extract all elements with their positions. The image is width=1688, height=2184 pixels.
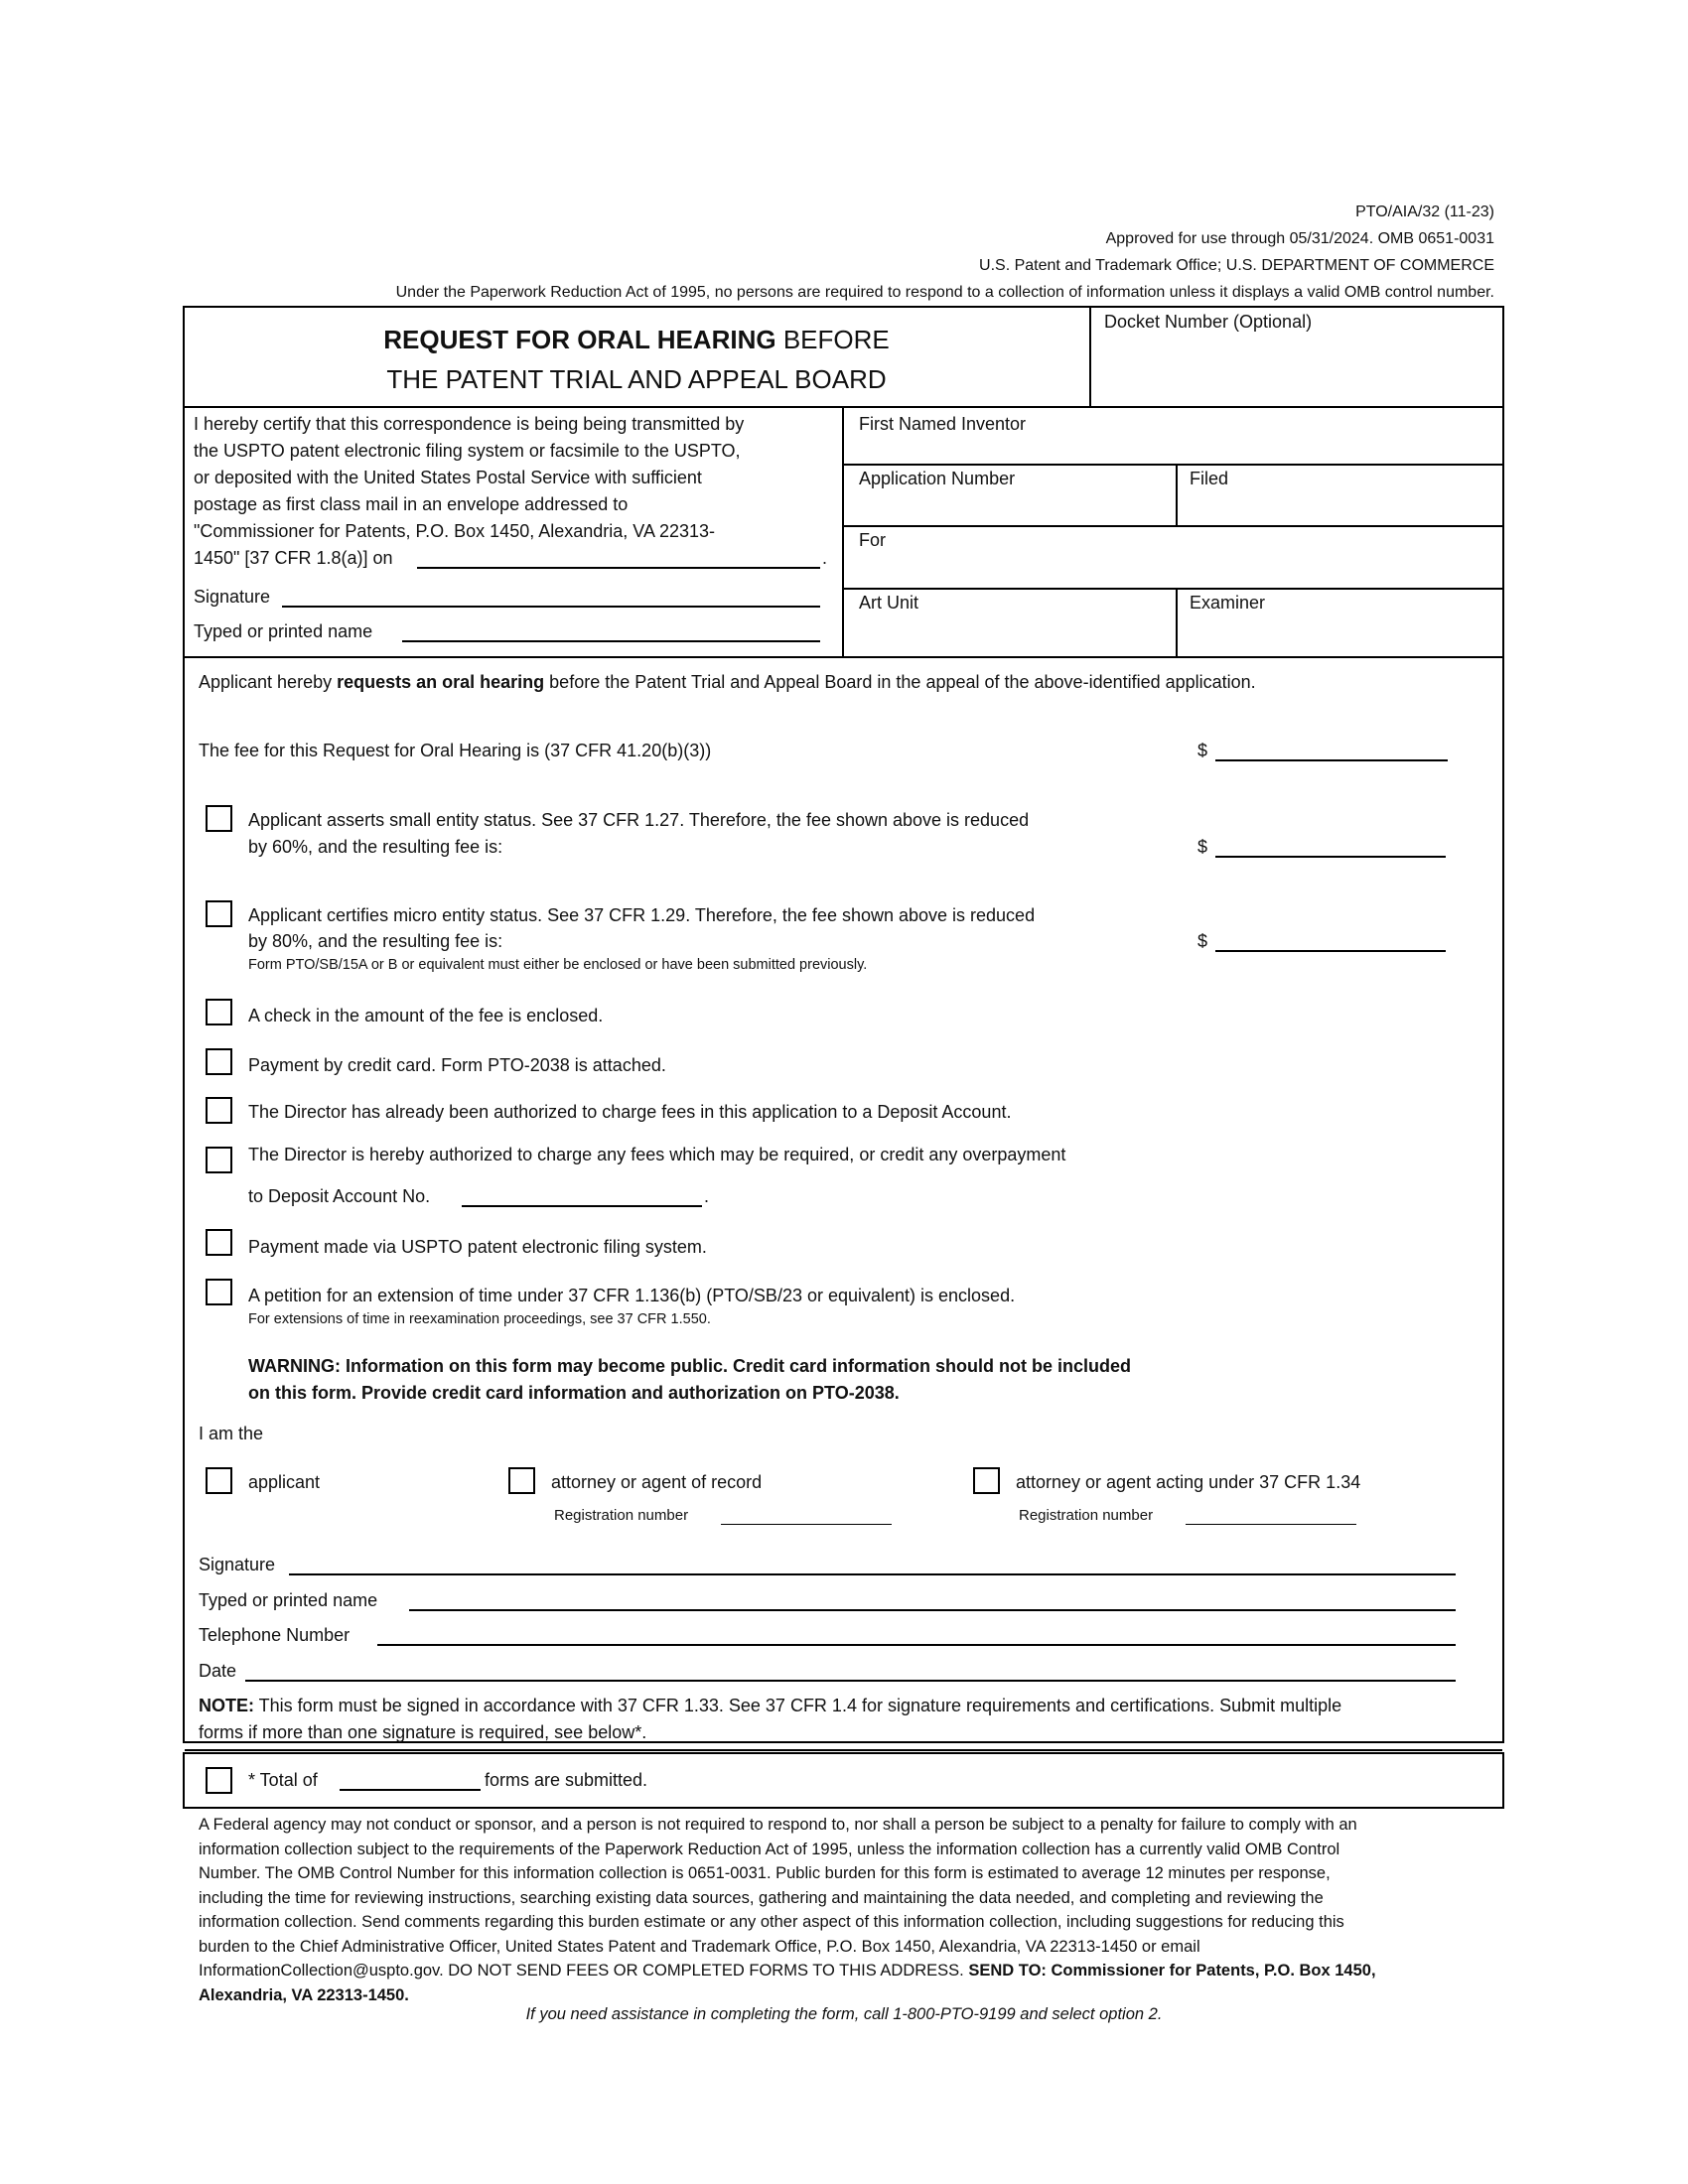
attorney-of-record-checkbox[interactable] (508, 1467, 535, 1494)
application-number-label: Application Number (859, 469, 1016, 488)
signature-note-2: forms if more than one signature is required, see below*. (199, 1722, 647, 1742)
fee-amount-field[interactable] (1215, 759, 1448, 761)
docket-number-label: Docket Number (Optional) (1104, 312, 1313, 332)
credit-card-checkbox[interactable] (206, 1048, 232, 1075)
micro-entity-text-2: by 80%, and the resulting fee is: (248, 931, 503, 951)
art-unit-field[interactable] (846, 615, 1174, 655)
check-enclosed-text: A check in the amount of the fee is enclosed. (248, 1006, 604, 1025)
attorney-acting-checkbox[interactable] (973, 1467, 1000, 1494)
filed-field[interactable] (1180, 491, 1501, 525)
warning-text-2: on this form. Provide credit card information and authorization on PTO-2038. (248, 1383, 900, 1403)
micro-entity-dollar: $ (1197, 931, 1208, 951)
cert-typed-name-label: Typed or printed name (194, 621, 373, 641)
fee-line-label: The fee for this Request for Oral Hearing is (37 CFR 41.20(b)(3)) (199, 741, 712, 760)
title-bold: REQUEST FOR ORAL HEARING (383, 325, 776, 354)
signature-note-1: NOTE: This form must be signed in accordance with 37 CFR 1.33. See 37 CFR 1.4 for signature requirements and certifications. Submit multiple (199, 1696, 1342, 1715)
oral-hearing-request: Applicant hereby requests an oral hearing before the Patent Trial and Appeal Board in the appeal of the above-identified application. (199, 672, 1256, 692)
signature-field[interactable] (289, 1573, 1456, 1575)
micro-entity-text-1: Applicant certifies micro entity status. See 37 CFR 1.29. Therefore, the fee shown above is reduced (248, 905, 1036, 925)
petition-text: A petition for an extension of time under 37 CFR 1.136(b) (PTO/SB/23 or equivalent) is enclosed. (248, 1286, 1016, 1305)
small-entity-text-2: by 60%, and the resulting fee is: (248, 837, 503, 857)
petition-note: For extensions of time in reexamination proceedings, see 37 CFR 1.550. (248, 1311, 711, 1327)
micro-entity-fee-field[interactable] (1215, 950, 1446, 952)
deposit-account-label: to Deposit Account No. (248, 1186, 431, 1206)
typed-name-label: Typed or printed name (199, 1590, 378, 1610)
attorney-of-record-label: attorney or agent of record (551, 1472, 763, 1492)
micro-entity-checkbox[interactable] (206, 900, 232, 927)
form-id: PTO/AIA/32 (11-23) (1355, 204, 1494, 220)
examiner-field[interactable] (1180, 615, 1501, 655)
title-rest: BEFORE (775, 325, 890, 354)
telephone-label: Telephone Number (199, 1625, 351, 1645)
small-entity-text-1: Applicant asserts small entity status. See 37 CFR 1.27. Therefore, the fee shown above is reduced (248, 810, 1030, 830)
director-hereby-checkbox[interactable] (206, 1147, 232, 1173)
cert-signature-field[interactable] (282, 606, 820, 608)
first-inventor-field[interactable] (846, 437, 1501, 463)
first-inventor-label: First Named Inventor (859, 414, 1027, 434)
director-hereby-text: The Director is hereby authorized to charge any fees which may be required, or credit any overpayment (248, 1145, 1066, 1164)
filed-label: Filed (1190, 469, 1229, 488)
applicant-label: applicant (248, 1472, 321, 1492)
burden-statement: A Federal agency may not conduct or sponsor, and a person is not required to respond to, nor shall a person be subject to a penalty for failure to comply with an information collection subject to the requirements of the Paperwork Reduction Act of 1995, unless the information collection has a currently valid OMB Control Number. The OMB Control Number for this information collection is 0651-0031. Public burden for this form is estimated to average 12 minutes per response, including the time for reviewing instructions, searching existing data sources, gathering and maintaining the data needed, and completing and reviewing the information collection. Send comments regarding this burden estimate or any other aspect of this information collection, including suggestions for reducing this burden to the Chief Administrative Officer, United States Patent and Trademark Office, P.O. Box 1450, Alexandria, VA 22313-1450 or email InformationCollection@uspto.gov. DO NOT SEND FEES OR COMPLETED FORMS TO THIS ADDRESS. SEND TO: Commissioner for Patents, P.O. Box 1450, Alexandria, VA 22313-1450. (199, 1816, 1376, 2004)
agency-name: U.S. Patent and Trademark Office; U.S. DEPARTMENT OF COMMERCE (979, 257, 1494, 274)
title-line2: THE PATENT TRIAL AND APPEAL BOARD (386, 364, 887, 394)
omb-approval: Approved for use through 05/31/2024. OMB 0651-0031 (1105, 230, 1494, 247)
for-field[interactable] (846, 553, 1501, 587)
total-forms-box (183, 1752, 1504, 1809)
date-label: Date (199, 1661, 237, 1681)
i-am-the-label: I am the (199, 1424, 264, 1443)
cert-date-field[interactable] (417, 567, 820, 569)
fee-dollar-sign: $ (1197, 741, 1208, 760)
petition-checkbox[interactable] (206, 1279, 232, 1305)
deposit-account-period: . (704, 1186, 710, 1206)
registration-number-field-record[interactable] (721, 1524, 892, 1525)
small-entity-dollar: $ (1197, 837, 1208, 857)
deposit-account-field[interactable] (462, 1205, 702, 1207)
director-authorized-text: The Director has already been authorized to charge fees in this application to a Deposit Account. (248, 1102, 1012, 1122)
warning-text-1: WARNING: Information on this form may become public. Credit card information should not be included (248, 1356, 1132, 1376)
cert-period: . (822, 548, 828, 568)
credit-card-text: Payment by credit card. Form PTO-2038 is attached. (248, 1055, 666, 1075)
examiner-label: Examiner (1190, 593, 1266, 613)
telephone-field[interactable] (377, 1644, 1456, 1646)
cert-signature-label: Signature (194, 587, 271, 607)
form-title (185, 320, 1088, 399)
total-forms-pre: * Total of (248, 1770, 318, 1790)
applicant-checkbox[interactable] (206, 1467, 232, 1494)
cert-line: 1450" [37 CFR 1.8(a)] on (194, 548, 393, 568)
typed-name-field[interactable] (409, 1609, 1456, 1611)
form-header (396, 199, 1494, 306)
attorney-acting-label: attorney or agent acting under 37 CFR 1.34 (1016, 1472, 1361, 1492)
date-field[interactable] (245, 1680, 1456, 1682)
registration-number-label-acting: Registration number (1019, 1507, 1154, 1524)
total-forms-checkbox[interactable] (206, 1767, 232, 1794)
micro-entity-note: Form PTO/SB/15A or B or equivalent must either be enclosed or have been submitted previously. (248, 957, 868, 973)
cert-line: or deposited with the United States Postal Service with sufficient (194, 468, 702, 487)
director-authorized-checkbox[interactable] (206, 1097, 232, 1124)
cert-typed-name-field[interactable] (402, 640, 820, 642)
for-label: For (859, 530, 886, 550)
assistance-line: If you need assistance in completing the form, call 1-800-PTO-9199 and select option 2. (525, 2005, 1163, 2023)
application-number-field[interactable] (846, 491, 1174, 525)
cert-line: postage as first class mail in an envelope addressed to (194, 494, 629, 514)
efiling-checkbox[interactable] (206, 1229, 232, 1256)
check-enclosed-checkbox[interactable] (206, 999, 232, 1025)
docket-number-field[interactable] (1092, 342, 1501, 405)
efiling-text: Payment made via USPTO patent electronic filing system. (248, 1237, 707, 1257)
paperwork-notice: Under the Paperwork Reduction Act of 1995, no persons are required to respond to a collection of information unless it displays a valid OMB control number. (395, 284, 1494, 301)
small-entity-checkbox[interactable] (206, 805, 232, 832)
registration-number-field-acting[interactable] (1186, 1524, 1356, 1525)
cert-line: I hereby certify that this correspondence is being being transmitted by (194, 414, 745, 434)
total-forms-count-field[interactable] (340, 1789, 481, 1791)
art-unit-label: Art Unit (859, 593, 919, 613)
total-forms-post: forms are submitted. (485, 1770, 648, 1790)
cert-line: the USPTO patent electronic filing system or facsimile to the USPTO, (194, 441, 741, 461)
signature-label: Signature (199, 1555, 276, 1574)
registration-number-label-record: Registration number (554, 1507, 689, 1524)
small-entity-fee-field[interactable] (1215, 856, 1446, 858)
cert-line: "Commissioner for Patents, P.O. Box 1450, Alexandria, VA 22313- (194, 521, 716, 541)
